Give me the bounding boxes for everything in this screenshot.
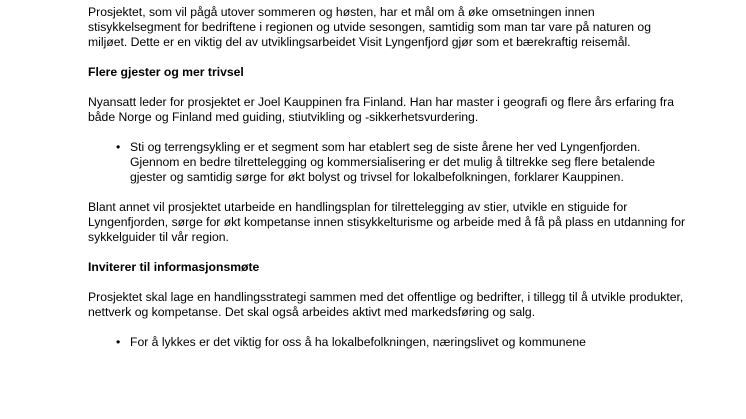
paragraph-strategy: Prosjektet skal lage en handlingsstrategi sammen med det offentlige og bedrifter, i tillegg til å utvikle produkter, nettverk og kompetanse. Det skal også arbeides aktivt med markedsføring og salg. [88, 290, 684, 319]
paragraph-action-plan: Blant annet vil prosjektet utarbeide en handlingsplan for tilrettelegging av stier, utvikle en stiguide for Lyngenfjorden, sørge for økt kompetanse innen stisykkelturisme og arbeide med å få på plass en utdanning for sykkelguider til vår region. [88, 200, 686, 244]
list-item-text: For å lykkes er det viktig for oss å ha lokalbefolkningen, næringslivet og kommunene [130, 335, 586, 349]
intro-paragraph: Prosjektet, som vil pågå utover sommeren og høsten, har et mål om å øke omsetningen innen stisykkelsegment for bedriftene i regionen og utvide sesongen, samtidig som man tar vare på naturen og miljøet. Dette er en viktig del av utviklingsarbeidet Visit Lyngenfjord gjør som et bærekraftig reisemål. [88, 5, 651, 49]
list-item [88, 140, 688, 185]
bullet-list [88, 335, 688, 350]
bullet-list [88, 140, 688, 185]
section-heading-info-meeting: Inviterer til informasjonsmøte [88, 260, 260, 274]
list-item [88, 335, 688, 350]
section-heading-more-guests: Flere gjester og mer trivsel [88, 65, 244, 79]
document-page [88, 5, 688, 365]
bullet-icon: • [116, 140, 121, 154]
bullet-icon: • [116, 335, 121, 349]
paragraph-project-leader: Nyansatt leder for prosjektet er Joel Kauppinen fra Finland. Han har master i geografi og flere års erfaring fra både Norge og Finland med guiding, stiutvikling og -sikkerhetsvurdering. [88, 95, 674, 124]
list-item-text: Sti og terrengsykling er et segment som har etablert seg de siste årene her ved Lyngenfjorden. Gjennom en bedre tilrettelegging og kommersialisering er det mulig å tiltrekke seg flere betalende gjester og samtidig sørge for økt bolyst og trivsel for lokalbefolkningen, forklarer Kauppinen. [130, 140, 656, 184]
